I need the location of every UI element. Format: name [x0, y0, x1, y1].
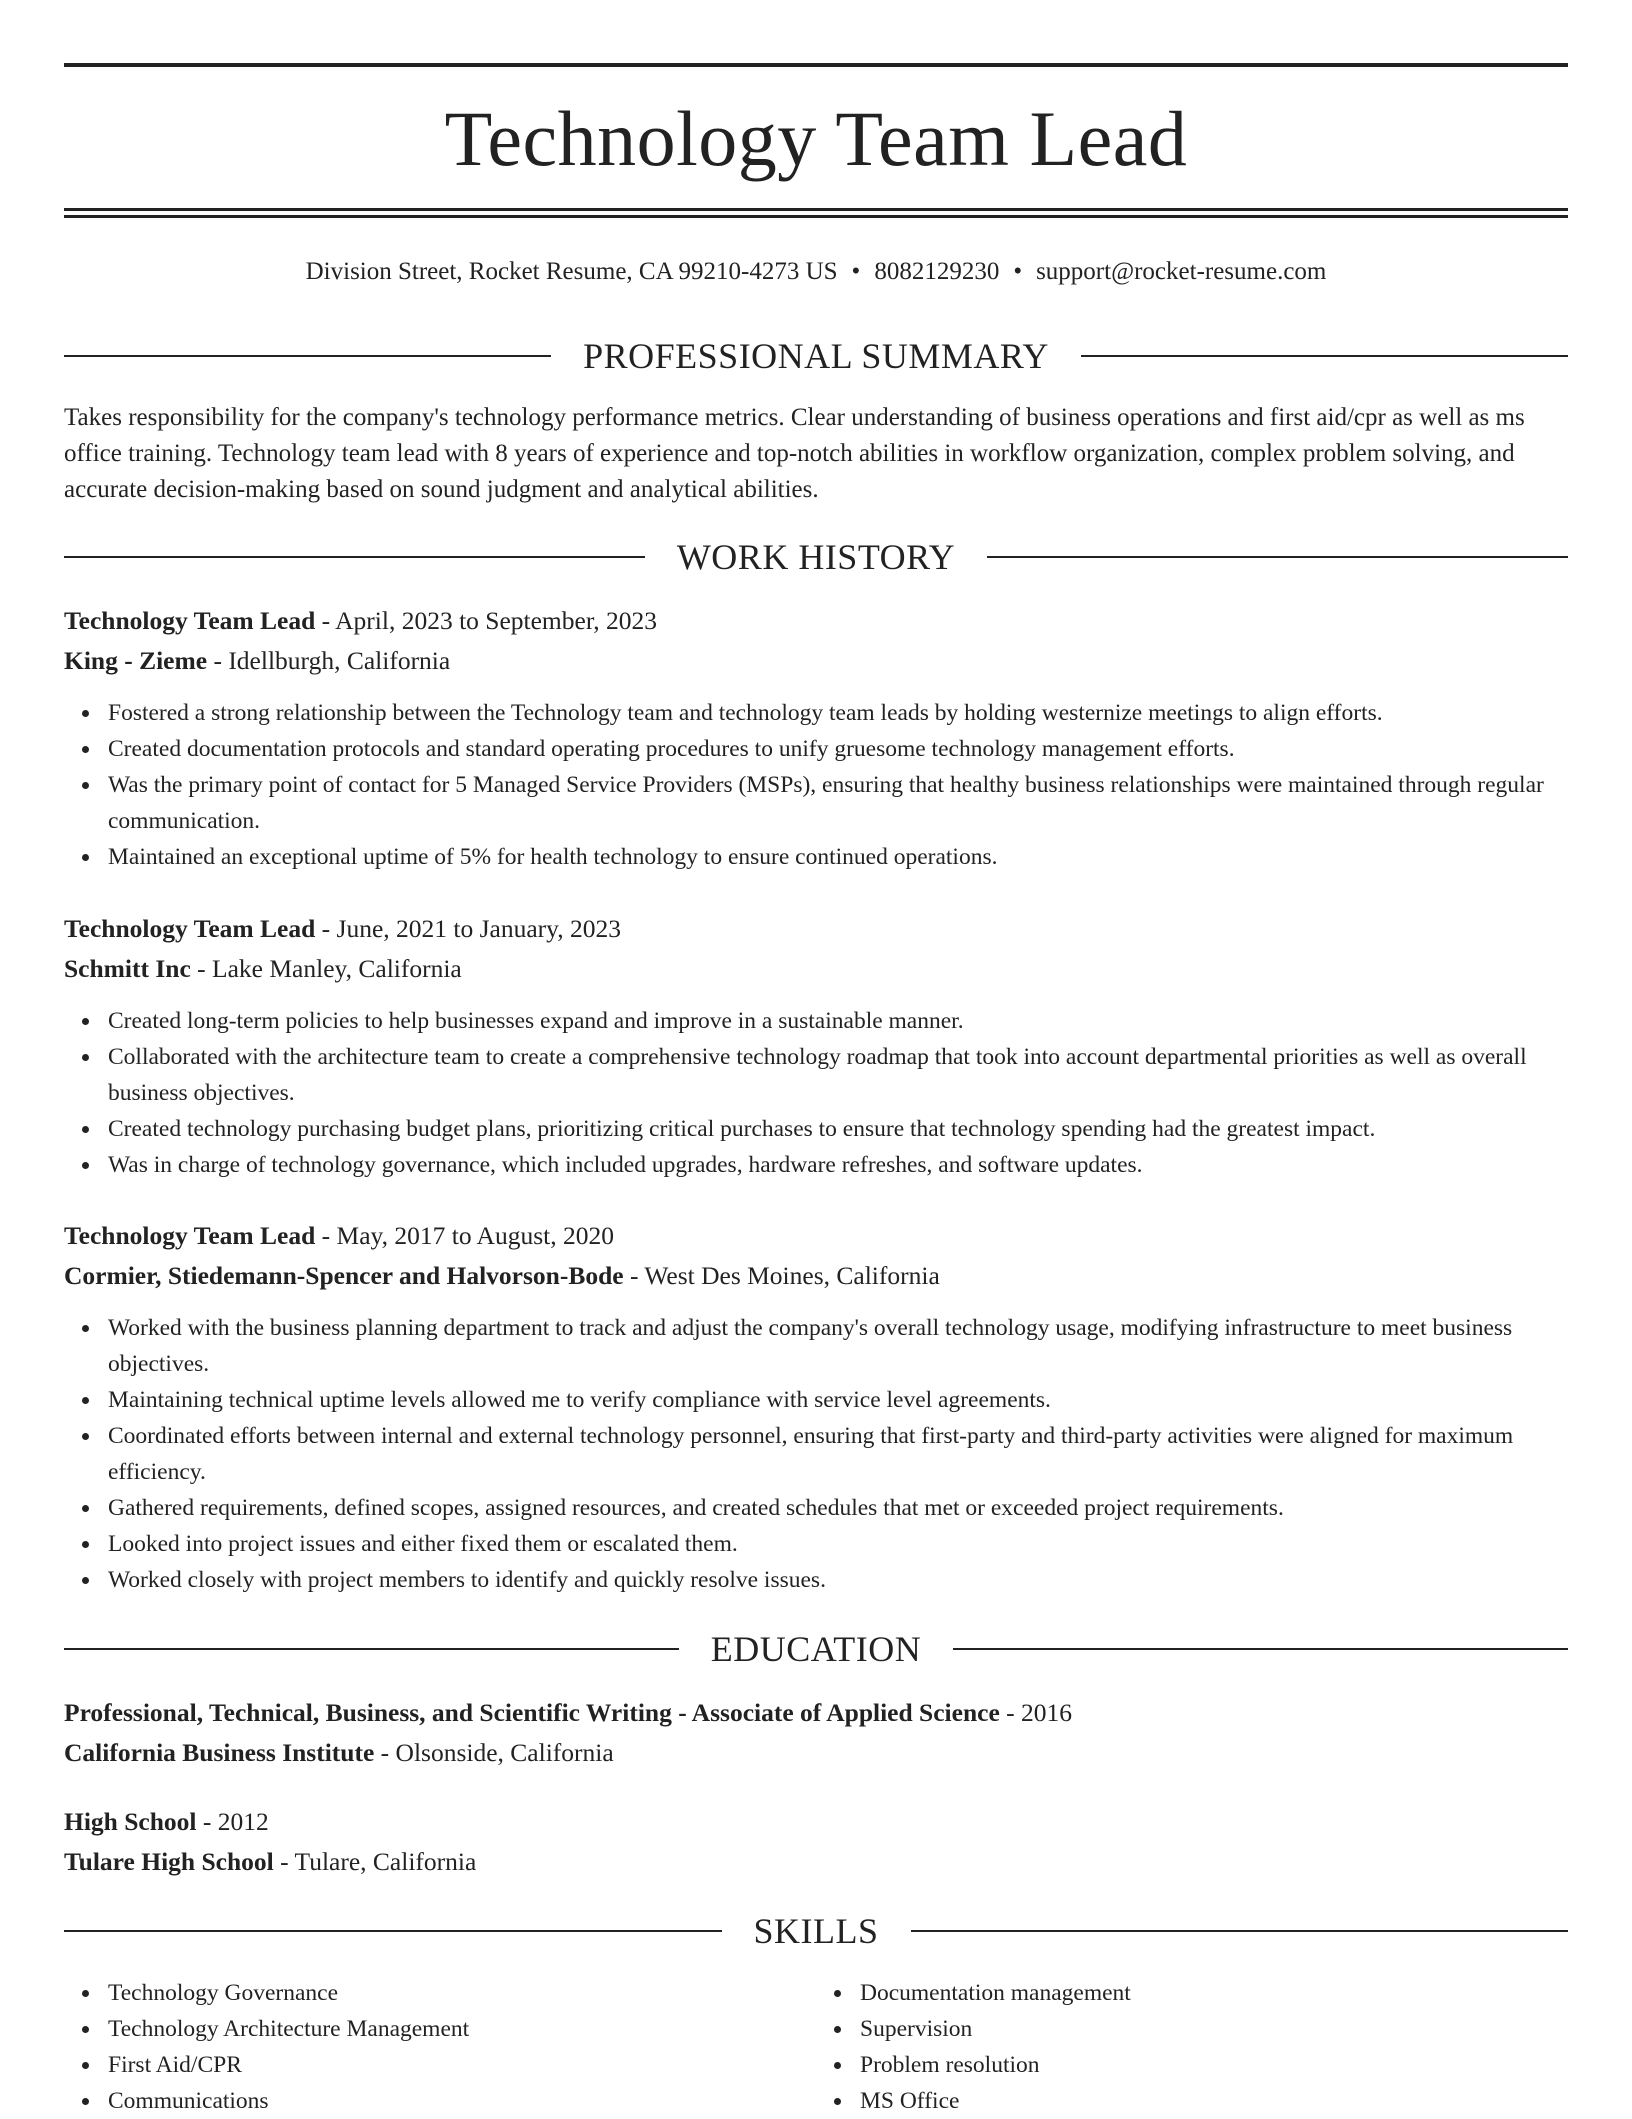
section-title: SKILLS: [753, 1911, 879, 1951]
job-bullet: Collaborated with the architecture team to create a comprehensive technology roadmap that took into account departmental priorities as well as overall business objectives.: [108, 1039, 1568, 1111]
job-location: - Idellburgh, California: [207, 646, 451, 675]
resume-title: Technology Team Lead: [444, 95, 1188, 182]
contact-separator: •: [1013, 258, 1023, 285]
job-bullet: Was the primary point of contact for 5 Managed Service Providers (MSPs), ensuring that healthy business relationships were maintained through regular communication.: [108, 767, 1568, 839]
job-title: Technology Team Lead: [64, 606, 316, 635]
education-school: Tulare High School: [64, 1847, 274, 1876]
heading-rule: [1081, 355, 1568, 357]
heading-rule: [64, 556, 645, 558]
education-school-line: [64, 1842, 1568, 1882]
job-bullet: Maintaining technical uptime levels allowed me to verify compliance with service level agreements.: [108, 1382, 1568, 1418]
job-bullet: Created technology purchasing budget plans, prioritizing critical purchases to ensure that technology spending had the greatest impact.: [108, 1111, 1568, 1147]
job-bullet: Fostered a strong relationship between the Technology team and technology team leads by holding westernize meetings to align efforts.: [108, 695, 1568, 731]
education-entry: [64, 1802, 1568, 1882]
job-title: Technology Team Lead: [64, 914, 316, 943]
skill-item: First Aid/CPR: [108, 2047, 816, 2083]
education-degree-line: [64, 1693, 1568, 1733]
skill-item: Documentation management: [860, 1975, 1568, 2011]
section-heading-summary: [64, 334, 1568, 378]
job-title-line: [64, 909, 1568, 949]
section-heading-work-history: [64, 535, 1568, 579]
job-bullet: Gathered requirements, defined scopes, assigned resources, and created schedules that met or exceeded project requirements.: [108, 1490, 1568, 1526]
job-bullet: Looked into project issues and either fixed them or escalated them.: [108, 1526, 1568, 1562]
contact-separator: •: [851, 258, 861, 285]
job-dates: - June, 2021 to January, 2023: [315, 914, 621, 943]
contact-email: support@rocket-resume.com: [1036, 258, 1327, 285]
title-rule-upper: [64, 208, 1568, 211]
section-heading-education: [64, 1627, 1568, 1671]
job-company-line: [64, 641, 1568, 681]
job-title-line: [64, 601, 1568, 641]
heading-rule: [64, 1930, 722, 1932]
section-title: PROFESSIONAL SUMMARY: [583, 336, 1049, 376]
skill-item: Technology Governance: [108, 1975, 816, 2011]
education-degree-line: [64, 1802, 1568, 1842]
section-title: EDUCATION: [710, 1629, 922, 1669]
heading-rule: [987, 556, 1568, 558]
education-location: - Olsonside, California: [374, 1738, 614, 1767]
education-school-line: [64, 1733, 1568, 1773]
contact-phone: 8082129230: [874, 258, 1000, 285]
skill-item: Supervision: [860, 2011, 1568, 2047]
skills-column-right: [816, 1975, 1568, 2119]
education-year: - 2012: [196, 1807, 269, 1836]
contact-line: [64, 254, 1568, 290]
job-entry: [64, 1216, 1568, 1598]
job-company-line: [64, 1256, 1568, 1296]
job-bullet: Coordinated efforts between internal and external technology personnel, ensuring that first-party and third-party activities were aligned for maximum efficiency.: [108, 1418, 1568, 1490]
job-company: Cormier, Stiedemann-Spencer and Halvorson-Bode: [64, 1261, 624, 1290]
heading-rule: [953, 1648, 1568, 1650]
section-heading-skills: [64, 1909, 1568, 1953]
heading-rule: [911, 1930, 1569, 1932]
job-bullets: [64, 695, 1568, 875]
job-location: - West Des Moines, California: [623, 1261, 940, 1290]
job-bullet: Maintained an exceptional uptime of 5% for health technology to ensure continued operations.: [108, 839, 1568, 875]
education-degree: High School: [64, 1807, 197, 1836]
skills-list: [64, 1975, 1568, 2119]
skill-item: Technology Architecture Management: [108, 2011, 816, 2047]
job-title: Technology Team Lead: [64, 1221, 316, 1250]
education-school: California Business Institute: [64, 1738, 375, 1767]
job-company: King - Zieme: [64, 646, 208, 675]
heading-rule: [64, 355, 551, 357]
job-bullet: Created documentation protocols and standard operating procedures to unify gruesome technology management efforts.: [108, 731, 1568, 767]
job-entry: [64, 601, 1568, 875]
skill-item: Communications: [108, 2083, 816, 2119]
skill-item: MS Office: [860, 2083, 1568, 2119]
job-dates: - April, 2023 to September, 2023: [315, 606, 658, 635]
title-rule-lower: [64, 215, 1568, 218]
contact-address: Division Street, Rocket Resume, CA 99210-4273 US: [305, 258, 838, 285]
job-entry: [64, 909, 1568, 1183]
heading-rule: [64, 1648, 679, 1650]
education-entry: [64, 1693, 1568, 1773]
education-location: - Tulare, California: [273, 1847, 477, 1876]
skills-columns: [64, 1975, 1568, 2119]
section-title: WORK HISTORY: [676, 537, 956, 577]
education-year: - 2016: [999, 1698, 1073, 1727]
skill-item: Problem resolution: [860, 2047, 1568, 2083]
job-location: - Lake Manley, California: [190, 954, 462, 983]
job-title-line: [64, 1216, 1568, 1256]
job-bullets: [64, 1310, 1568, 1598]
job-company-line: [64, 949, 1568, 989]
summary-text: Takes responsibility for the company's technology performance metrics. Clear understanding of business operations and first aid/cpr as well as ms office training. Technology team lead with 8 years of experience and top-notch abilities in workflow organization, complex problem solving, and accurate decision-making based on sound judgment and analytical abilities.: [64, 404, 1525, 503]
job-bullet: Worked with the business planning department to track and adjust the company's overall technology usage, modifying infrastructure to meet business objectives.: [108, 1310, 1568, 1382]
job-bullet: Was in charge of technology governance, which included upgrades, hardware refreshes, and software updates.: [108, 1147, 1568, 1183]
top-rule: [64, 63, 1568, 67]
skills-column-left: [64, 1975, 816, 2119]
job-bullet: Worked closely with project members to identify and quickly resolve issues.: [108, 1562, 1568, 1598]
job-dates: - May, 2017 to August, 2020: [315, 1221, 614, 1250]
job-company: Schmitt Inc: [64, 954, 191, 983]
job-bullets: [64, 1003, 1568, 1183]
education-degree: Professional, Technical, Business, and Scientific Writing - Associate of Applied Science: [64, 1698, 1000, 1727]
job-bullet: Created long-term policies to help businesses expand and improve in a sustainable manner.: [108, 1003, 1568, 1039]
